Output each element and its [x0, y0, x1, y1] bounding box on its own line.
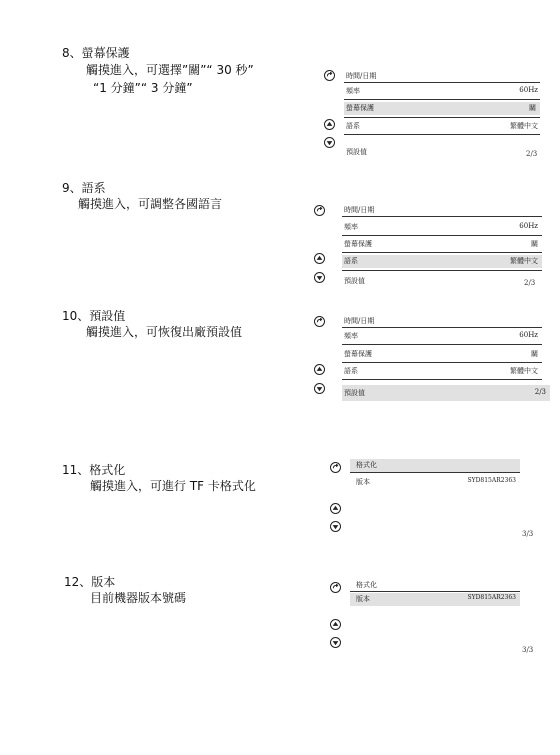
menu-item-label: 預設值 [344, 389, 365, 397]
menu-item-frequency[interactable] [344, 330, 542, 343]
menu-item-defaults[interactable] [342, 385, 550, 401]
scroll-down-icon[interactable] [314, 383, 325, 394]
menu-item-value: SYD815AR2363 [467, 477, 516, 484]
section-description: 觸摸進入，可調整各國語言 [78, 197, 223, 211]
menu-item-label: 螢幕保護 [344, 350, 372, 358]
menu-item-label: 頻率 [346, 87, 360, 95]
menu-item-value: 繁體中文 [510, 122, 538, 130]
scroll-up-icon[interactable] [330, 503, 341, 514]
page-indicator: 2/3 [526, 150, 538, 158]
section-description: 觸摸進入，可選擇”關”“ 30 秒” [86, 63, 254, 77]
menu-item-value: 繁體中文 [510, 257, 538, 265]
settings-menu-panel [314, 200, 544, 296]
menu-item-label: 時間/日期 [344, 206, 375, 214]
back-arrow-icon[interactable] [314, 205, 325, 216]
menu-item-version[interactable] [350, 593, 520, 606]
menu-item-value: SYD815AR2363 [467, 594, 516, 601]
menu-item-value: 繁體中文 [510, 367, 538, 375]
menu-item-version[interactable] [356, 476, 520, 489]
menu-item-label: 語系 [344, 367, 358, 375]
scroll-down-icon[interactable] [330, 637, 341, 648]
menu-item-label: 語系 [346, 122, 360, 130]
menu-item-value: 關 [531, 350, 538, 358]
scroll-up-icon[interactable] [330, 619, 341, 630]
page-indicator: 2/3 [534, 388, 546, 396]
menu-item-language[interactable] [346, 120, 542, 133]
menu-item-label: 螢幕保護 [346, 104, 374, 112]
back-arrow-icon[interactable] [324, 70, 335, 81]
section-title: 12、版本 [64, 575, 116, 589]
menu-item-label: 格式化 [356, 581, 377, 589]
back-arrow-icon[interactable] [330, 582, 341, 593]
scroll-down-icon[interactable] [314, 272, 325, 283]
page-indicator: 3/3 [522, 646, 534, 654]
back-arrow-icon[interactable] [314, 316, 325, 327]
menu-item-screensaver[interactable] [344, 102, 540, 115]
settings-menu-panel [314, 312, 550, 408]
settings-menu-panel [330, 458, 544, 542]
menu-item-label: 時間/日期 [344, 317, 375, 325]
menu-item-format[interactable] [350, 459, 520, 472]
menu-item-label: 預設值 [344, 277, 365, 285]
section-description: 觸摸進入，可進行 TF 卡格式化 [90, 479, 256, 493]
menu-item-label: 版本 [356, 478, 370, 486]
scroll-up-icon[interactable] [314, 253, 325, 264]
menu-item-label: 時間/日期 [346, 72, 377, 80]
menu-item-language[interactable] [344, 365, 542, 378]
menu-item-value: 關 [529, 104, 536, 112]
menu-item-label: 語系 [344, 257, 358, 265]
menu-item-label: 頻率 [344, 332, 358, 340]
menu-item-defaults[interactable] [344, 275, 504, 288]
section-description: “1 分鐘”“ 3 分鐘” [93, 81, 193, 95]
scroll-up-icon[interactable] [324, 119, 335, 130]
menu-item-screensaver[interactable] [344, 348, 542, 361]
menu-item-frequency[interactable] [344, 221, 542, 234]
settings-menu-panel [324, 66, 540, 162]
section-description: 觸摸進入，可恢復出廠預設值 [86, 325, 243, 339]
page-indicator: 3/3 [522, 530, 534, 538]
menu-item-value: 60Hz [519, 331, 538, 339]
page-indicator: 2/3 [524, 279, 536, 287]
menu-item-label: 頻率 [344, 223, 358, 231]
menu-item-defaults[interactable] [346, 146, 506, 159]
menu-item-frequency[interactable] [346, 85, 542, 98]
menu-item-label: 格式化 [356, 461, 377, 469]
section-title: 9、語系 [62, 181, 106, 195]
menu-item-label: 版本 [356, 595, 370, 603]
menu-item-label: 預設值 [346, 148, 367, 156]
scroll-up-icon[interactable] [314, 364, 325, 375]
menu-item-value: 60Hz [519, 86, 538, 94]
menu-item-label: 螢幕保護 [344, 240, 372, 248]
menu-item-value: 60Hz [519, 222, 538, 230]
scroll-down-icon[interactable] [330, 521, 341, 532]
menu-item-value: 關 [531, 240, 538, 248]
menu-item-screensaver[interactable] [344, 238, 542, 251]
back-arrow-icon[interactable] [330, 462, 341, 473]
section-description: 目前機器版本號碼 [90, 591, 187, 605]
section-title: 8、螢幕保護 [62, 46, 130, 60]
section-title: 11、格式化 [62, 463, 126, 477]
scroll-down-icon[interactable] [324, 137, 335, 148]
menu-item-language[interactable] [342, 255, 542, 268]
settings-menu-panel [330, 578, 544, 662]
section-title: 10、預設值 [62, 309, 126, 323]
